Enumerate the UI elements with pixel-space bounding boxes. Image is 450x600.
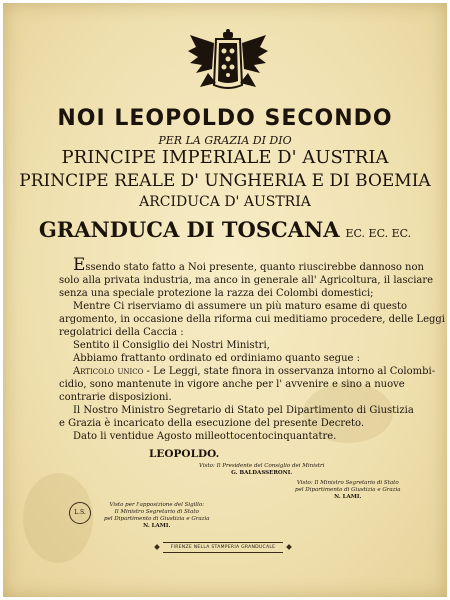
body-line: contrarie disposizioni.: [59, 392, 172, 403]
body-line: cidio, sono mantenute in vigore anche per l' avvenire e sino a nuove: [59, 379, 405, 390]
body-line: Abbiamo frattanto ordinato ed ordiniamo quanto segue :: [73, 353, 360, 364]
decree-subtitle: PER LA GRAZIA DI DIO: [158, 134, 292, 147]
visto-minister: Visto: Il Ministro Segretario di Stato pel Dipartimento di Giustizia e Grazia N. LAMI.: [295, 480, 401, 500]
etc-label: EC. EC. EC.: [345, 227, 412, 240]
body-line: Il Nostro Ministro Segretario di Stato pel Dipartimento di Giustizia: [73, 405, 414, 416]
body-line: senza una speciale protezione la razza dei Colombi domestici;: [59, 288, 374, 299]
title-line-4: PRINCIPE REALE D' UNGHERIA E DI BOEMIA: [19, 171, 431, 191]
visto-president: Visto: Il Presidente del Consiglio dei Ministri G. BALDASSERONI.: [199, 463, 325, 476]
royal-coat-of-arms-icon: [186, 29, 270, 91]
body-line: Sentito il Consiglio dei Nostri Ministri,: [73, 340, 270, 351]
printer-imprint: FIRENZE NELLA STAMPERIA GRANDUCALE: [163, 542, 283, 553]
body-line: Essendo stato fatto a Noi presente, quanto riuscirebbe dannoso non: [73, 255, 424, 275]
article-line: Articolo unico - Le Leggi, state finora in osservanza intorno al Colombi-: [73, 366, 436, 377]
granduca-title: GRANDUCA DI TOSCANA: [38, 217, 340, 242]
title-line-6: [3, 217, 447, 242]
body-line: Dato li ventidue Agosto milleottocentocinquantatre.: [73, 431, 337, 442]
title-line-5: ARCIDUCA D' AUSTRIA: [139, 194, 311, 210]
article-label: Articolo unico: [73, 366, 144, 377]
decree-sheet: [3, 3, 447, 597]
body-line: argomento, in occasione della riforma cui meditiamo procedere, delle Leggi: [59, 314, 445, 325]
title-line-3: PRINCIPE IMPERIALE D' AUSTRIA: [61, 147, 389, 168]
signature: LEOPOLDO.: [149, 448, 220, 460]
body-line: solo alla privata industria, ma anco in generale all' Agricoltura, il lasciare: [59, 275, 434, 286]
body-line: regolatrici della Caccia :: [59, 327, 184, 338]
drop-cap: E: [73, 255, 86, 275]
seal-mark: L.S.: [69, 502, 91, 524]
visto-seal: Visto per l'apposizione del Sigillo: Il Ministro Segretario di Stato pel Dipartimento di Giustizia e Grazia N. LAMI.: [104, 502, 210, 529]
body-line: Mentre Ci riserviamo di assumere un più maturo esame di questo: [73, 301, 408, 312]
body-line: e Grazia è incaricato della esecuzione del presente Decreto.: [59, 418, 365, 429]
decree-body: [59, 255, 445, 443]
decree-title: NOI LEOPOLDO SECONDO: [57, 106, 393, 131]
